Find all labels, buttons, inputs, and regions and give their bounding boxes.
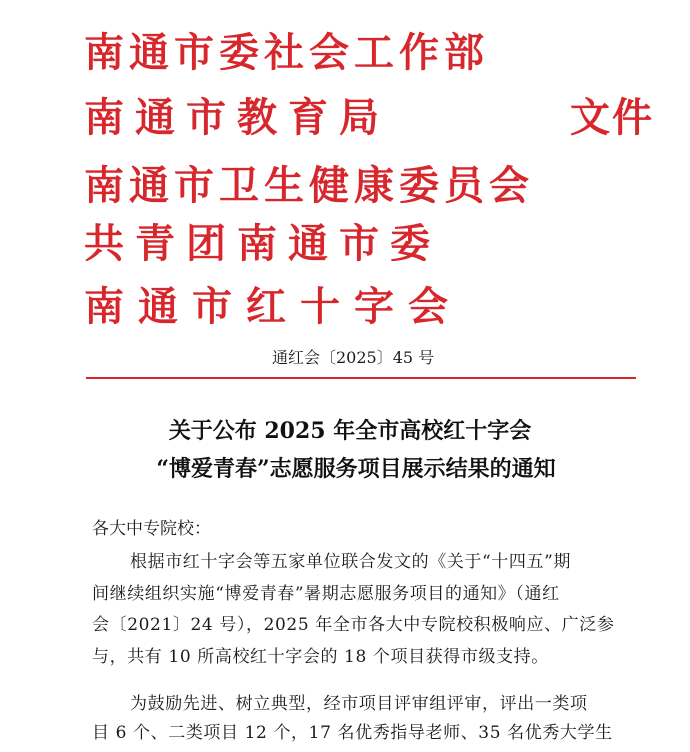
issuer-line: 南通市教育局 xyxy=(84,94,390,141)
paragraph-line: 间继续组织实施“博爱青春”暑期志愿服务项目的通知》（通红 xyxy=(92,584,560,604)
salutation: 各大中专院校： xyxy=(92,519,211,539)
paragraph-line: 目 6 个、二类项目 12 个，17 名优秀指导老师、35 名优秀大学生 xyxy=(92,723,613,743)
issuer-line: 共青团南通市委 xyxy=(84,220,441,267)
document-title-line: “博爱青春”志愿服务项目展示结果的通知 xyxy=(156,456,556,482)
paragraph-line: 与，共有 10 所高校红十字会的 18 个项目获得市级支持。 xyxy=(92,647,549,667)
paragraph-line: 根据市红十字会等五家单位联合发文的《关于“十四五”期 xyxy=(130,552,571,572)
issuer-line: 南通市红十字会 xyxy=(84,283,462,330)
issuer-line: 南通市卫生健康委员会 xyxy=(84,162,534,209)
document-title-line: 关于公布 2025 年全市高校红十字会 xyxy=(168,418,532,444)
paragraph-line: 会〔2021〕24 号），2025 年全市各大中专院校积极响应、广泛参 xyxy=(92,615,615,635)
paragraph-line: 为鼓励先进、树立典型，经市项目评审组评审，评出一类项 xyxy=(130,694,588,714)
red-separator-line xyxy=(86,377,636,379)
document-number: 通红会〔2025〕45 号 xyxy=(272,348,435,367)
issuer-line: 南通市委社会工作部 xyxy=(84,29,489,76)
document-type-label: 文件 xyxy=(570,94,654,141)
